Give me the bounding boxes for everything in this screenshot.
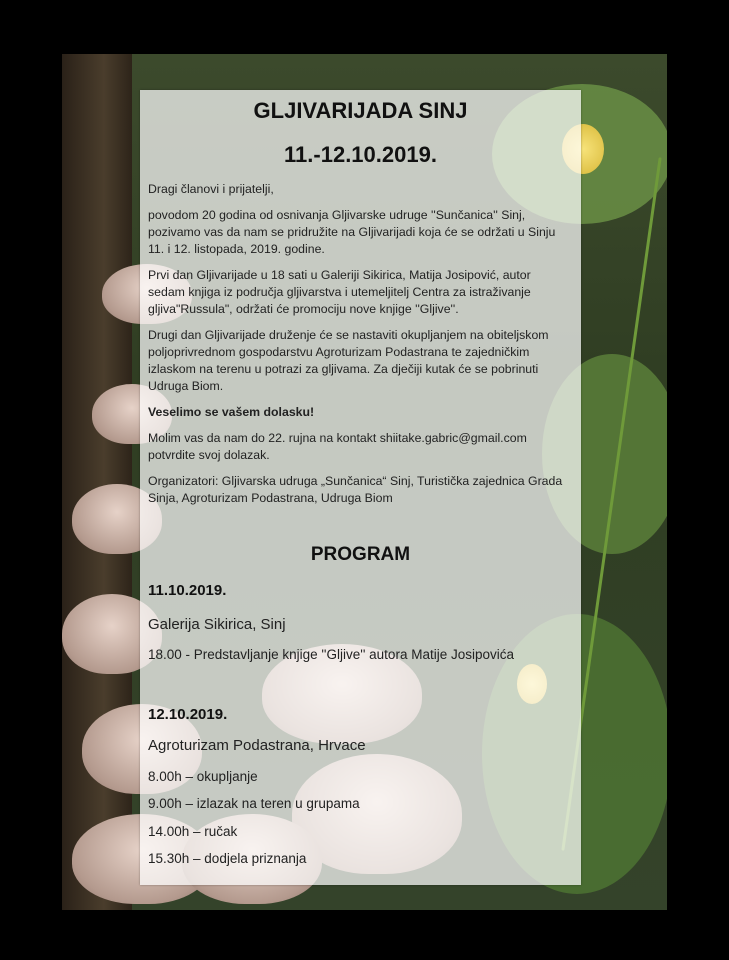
organizers-text: Organizatori: Gljivarska udruga „Sunčanica“ Sinj, Turistička zajednica Grada Sinja, Agroturizam Podastrana, Udruga Biom	[148, 474, 563, 505]
day2-item: 15.30h – dodjela priznanja	[148, 851, 307, 866]
second-day-paragraph: Drugi dan Gljivarijade druženje će se nastaviti okupljanjem na obiteljskom poljoprivrednom gospodarstvu Agroturizam Podastrana te zajedničkim izlaskom na terenu u potrazi za gljivama. Za dječiji kutak će se pobrinuti Udruga Biom.	[148, 328, 549, 393]
day1-date: 11.10.2019.	[148, 582, 227, 599]
day1-venue: Galerija Sikirica, Sinj	[148, 616, 286, 633]
day2-item: 9.00h – izlazak na teren u grupama	[148, 796, 360, 811]
invitation-panel	[140, 90, 581, 885]
day2-item: 8.00h – okupljanje	[148, 769, 258, 784]
intro-paragraph: povodom 20 godina od osnivanja Gljivarske udruge ''Sunčanica'' Sinj, pozivamo vas da nam se pridružite na Gljivarijadi koja će se održati u Sinju 11. i 12. listopada, 2019. godine.	[148, 208, 556, 256]
rsvp-text: Molim vas da nam do 22. rujna na kontakt shiitake.gabric@gmail.com potvrdite svoj dolazak.	[148, 431, 527, 462]
welcome-text: Veselimo se vašem dolasku!	[148, 405, 315, 419]
greeting: Dragi članovi i prijatelji,	[148, 182, 274, 196]
event-title: GLJIVARIJADA SINJ	[253, 98, 468, 123]
day1-item: 18.00 - Predstavljanje knjige ''Gljive'' autora Matije Josipovića	[148, 647, 514, 662]
program-heading: PROGRAM	[310, 544, 411, 565]
first-day-paragraph: Prvi dan Gljivarijade u 18 sati u Galeriji Sikirica, Matija Josipović, autor sedam knjiga iz područja gljivarstva i utemeljitelj Centra za istraživanje gljiva"Russula", održati će promociju nove knjige ''Gljive''.	[148, 268, 531, 316]
event-dates: 11.-12.10.2019.	[284, 142, 437, 167]
day2-date: 12.10.2019.	[148, 706, 228, 723]
day2-item: 14.00h – ručak	[148, 824, 238, 839]
day2-venue: Agroturizam Podastrana, Hrvace	[148, 737, 366, 754]
